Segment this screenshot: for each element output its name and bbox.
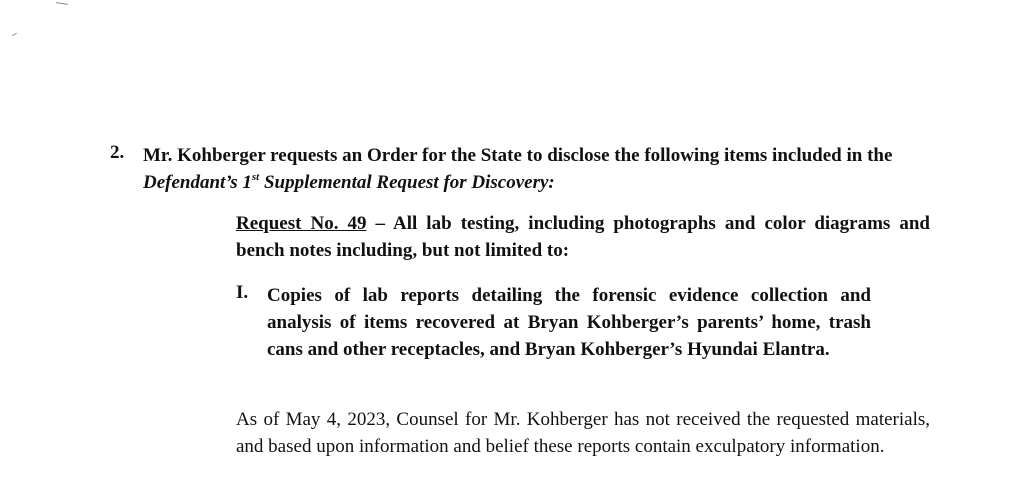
- subitem-text: Copies of lab reports detailing the forensic evidence collection and analysis of items recovered at Bryan Kohberger’s parents’ home, trash cans and other receptacles, and Bryan Kohberger’s Hyundai Elantra.: [267, 285, 871, 360]
- item-number: 2.: [110, 142, 125, 163]
- title-superscript: st: [251, 171, 260, 183]
- item-text-lead: Mr. Kohberger requests an Order for the State to disclose the following items included in the: [143, 145, 893, 166]
- request-block: [236, 210, 930, 264]
- request-text: – All lab testing, including photographs and color diagrams and bench notes including, but not limited to:: [236, 213, 930, 261]
- discovery-request-title: [143, 172, 555, 193]
- status-paragraph: As of May 4, 2023, Counsel for Mr. Kohberger has not received the requested materials, and based upon information and belief these reports contain exculpatory information.: [236, 409, 930, 457]
- item-text: [143, 142, 943, 196]
- title-prefix: Defendant’s 1: [143, 172, 252, 193]
- request-label: Request No. 49: [236, 213, 367, 234]
- scan-artifact: [12, 33, 17, 36]
- subitem-number: I.: [236, 282, 249, 303]
- title-suffix: Supplemental Request for Discovery:: [259, 172, 555, 193]
- scan-artifact: [56, 2, 68, 5]
